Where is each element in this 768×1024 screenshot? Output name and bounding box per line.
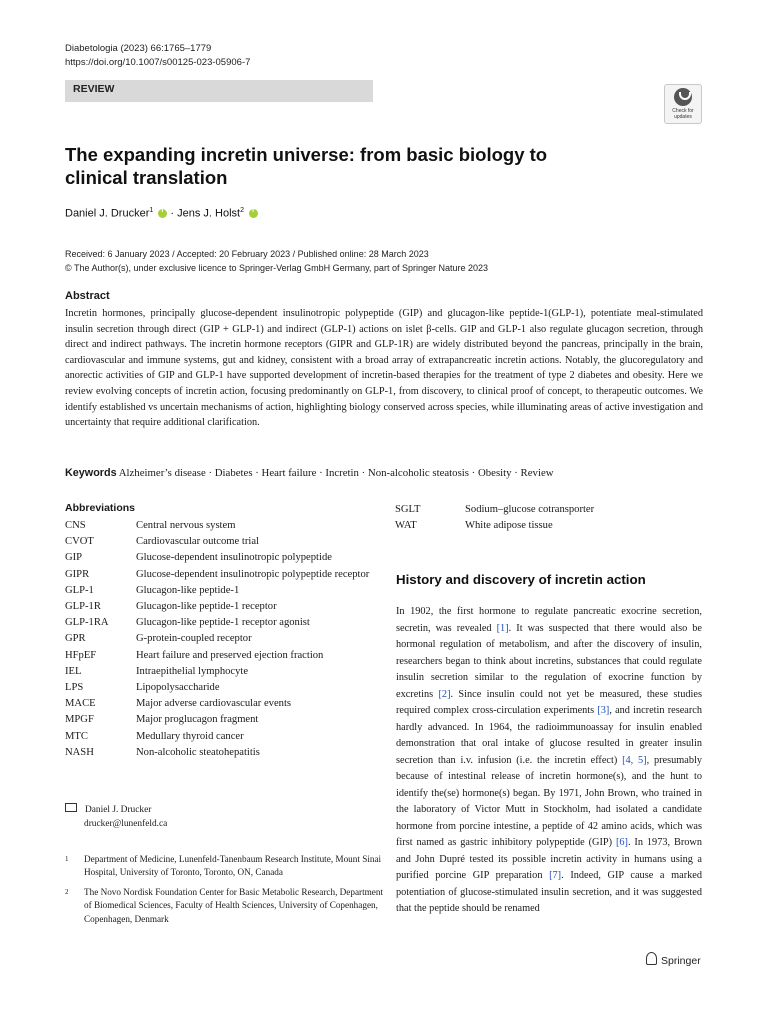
copyright-line: © The Author(s), under exclusive licence to Springer-Verlag GmbH Germany, part of Springer Nature 2023 — [65, 263, 488, 273]
abbreviation-definition: Lipopolysaccharide — [136, 682, 220, 694]
check-for-updates-badge[interactable] — [664, 84, 702, 124]
affiliation-text: Department of Medicine, Lunenfeld-Tanenbaum Research Institute, Mount Sinai Hospital, University of Toronto, Toronto, ON, Canada — [84, 854, 382, 878]
abbreviations-list-left — [65, 518, 380, 761]
text-run: . Since insulin could not yet be measured, these studies required complex cross-circulation experiments — [396, 688, 702, 716]
abbreviation-term: WAT — [395, 520, 417, 532]
author-name[interactable]: Daniel J. Drucker — [65, 207, 150, 220]
correspondence-email[interactable]: drucker@lunenfeld.ca — [84, 819, 168, 829]
abbreviation-term: CNS — [65, 520, 86, 531]
abbreviation-row — [65, 729, 380, 745]
article-type-label: REVIEW — [73, 83, 115, 95]
affiliation-number: 1 — [65, 855, 69, 863]
text-run: . Indeed, GIP cause a marked potentiation of glucose-stimulated insulin secretion, and it was suggested that the peptide should be renamed — [396, 870, 702, 914]
abbreviation-term: GLP-1 — [65, 584, 94, 596]
abbreviation-term: GLP-1RA — [65, 617, 109, 629]
abbreviation-row — [65, 664, 380, 680]
author-separator: · — [170, 207, 175, 220]
abbreviation-row — [65, 680, 380, 696]
correspondence-block — [65, 803, 167, 831]
text-run: . It was suspected that there would also be hormonal regulation of metabolism, and after the discovery of insulin, researchers began to think about incretins, substances that could regulate insulin secretion similar to the regulation of exocrine function by excretins — [396, 622, 702, 700]
text-run: , presumably because of intestinal release of incretin hormone(s), and the hunt to identify the(se) hormone(s) began. By 1971, John Brown, who trained in the laboratory of Victor Mutt in Stockholm, had isolated a candidate hormone from porcine intestine, a peptide of 42 amino acids, which was first named as gastric inhibitory polypeptide (GIP) — [396, 754, 702, 848]
publisher-logo — [646, 952, 701, 967]
abbreviation-definition: Non-alcoholic steatohepatitis — [136, 746, 260, 758]
citation-link[interactable]: [2] — [438, 688, 451, 700]
abbreviation-definition: Central nervous system — [136, 520, 236, 531]
abbreviation-row — [65, 534, 380, 550]
abbreviation-row — [65, 745, 380, 761]
abbreviation-row — [65, 712, 380, 728]
citation-link[interactable]: [6] — [615, 837, 628, 848]
abbreviation-term: HFpEF — [65, 649, 97, 661]
abbreviation-row — [65, 583, 380, 599]
abbreviation-row — [65, 631, 380, 647]
keywords-heading: Keywords — [65, 467, 117, 479]
abbreviation-definition: Intraepithelial lymphocyte — [136, 665, 249, 677]
author-affiliation-ref: 2 — [240, 207, 244, 214]
abbreviation-row — [395, 502, 710, 518]
abbreviation-row — [65, 696, 380, 712]
abbreviation-definition: Heart failure and preserved ejection fraction — [136, 649, 324, 661]
abbreviation-definition: Glucagon-like peptide-1 — [136, 584, 240, 596]
abbreviation-term: MPGF — [65, 714, 94, 726]
abbreviation-definition: Sodium–glucose cotransporter — [465, 504, 595, 515]
correspondence-name: Daniel J. Drucker — [85, 805, 152, 815]
abbreviations-heading: Abbreviations — [65, 502, 136, 514]
publisher-name: Springer — [661, 955, 701, 967]
affiliation-number: 2 — [65, 888, 69, 896]
publication-dates — [65, 247, 488, 275]
abstract-text: Incretin hormones, principally glucose-dependent insulinotropic polypeptide (GIP) and glucagon-like peptide-1(GLP-1), potentiate meal-stimulated insulin secretion through direct (GIP + GLP-1) and indirect (GLP-1) actions on islet β-cells. GIP and GLP-1 also regulate glucagon secretion, through direct and indirect pathways. The incretin hormone receptors (GIPR and GLP-1R) are widely distributed beyond the pancreas, principally in the brain, cardiovascular and immune systems, gut and kidney, consistent with a broad array of extrapancreatic incretin actions. Notably, the glucoregulatory and anorectic activities of GIP and GLP-1 have supported development of incretin-based therapies for the treatment of type 2 diabetes and obesity. Here we review evolving concepts of incretin action, focusing predominantly on GLP-1, from discovery, to clinical proof of concept, to therapeutic outcomes. We identify established vs uncertain mechanisms of action, highlighting biology conserved across species, while illuminating areas of active investigation and uncertainty that require additional clarification. — [65, 308, 703, 429]
abbreviation-definition: Glucagon-like peptide-1 receptor — [136, 601, 277, 613]
abbreviation-row — [395, 518, 710, 534]
affiliation-text: The Novo Nordisk Foundation Center for Basic Metabolic Research, Department of Biomedical Sciences, Faculty of Health Sciences, University of Copenhagen, Copenhagen, Denmark — [84, 887, 384, 924]
abbreviation-definition: G-protein-coupled receptor — [136, 633, 252, 645]
check-updates-icon — [674, 88, 692, 106]
abbreviation-term: CVOT — [65, 536, 94, 548]
abbreviation-row — [65, 648, 380, 664]
abbreviation-row — [65, 550, 380, 566]
envelope-icon — [65, 803, 77, 812]
abbreviation-term: SGLT — [395, 504, 421, 515]
journal-header — [65, 42, 250, 70]
abbreviation-definition: Cardiovascular outcome trial — [136, 536, 259, 548]
abbreviation-term: IEL — [65, 665, 82, 677]
abbreviation-row — [65, 567, 380, 583]
affiliation-1 — [65, 853, 385, 880]
abbreviation-row — [65, 599, 380, 615]
abbreviation-term: GPR — [65, 633, 86, 645]
abbreviation-definition: Major proglucagon fragment — [136, 714, 259, 726]
affiliation-2 — [65, 886, 385, 926]
text-run: In 1902, the first hormone to regulate pancreatic exocrine secretion, secretin, was revealed — [396, 606, 702, 634]
dates-line: Received: 6 January 2023 / Accepted: 20 February 2023 / Published online: 28 March 2023 — [65, 249, 429, 259]
citation-link[interactable]: [1] — [496, 622, 509, 634]
orcid-icon[interactable] — [249, 209, 258, 218]
citation-link[interactable]: [7] — [549, 870, 562, 881]
abbreviation-row — [65, 615, 380, 631]
doi-link[interactable]: https://doi.org/10.1007/s00125-023-05906-7 — [65, 57, 251, 68]
keywords-line — [65, 467, 705, 479]
article-title: The expanding incretin universe: from basic biology to clinical translation — [65, 144, 548, 188]
history-paragraph — [396, 604, 702, 918]
abbreviation-term: GLP-1R — [65, 601, 101, 613]
abbreviation-definition: White adipose tissue — [465, 520, 553, 532]
section-heading-history: History and discovery of incretin action — [396, 572, 646, 587]
citation-link[interactable]: [3] — [597, 705, 610, 716]
abbreviations-list-right — [395, 502, 710, 534]
keywords-list: Alzheimer’s disease · Diabetes · Heart failure · Incretin · Non-alcoholic steatosis · Obesity · Review — [118, 467, 554, 479]
abbreviation-definition: Major adverse cardiovascular events — [136, 698, 292, 710]
abbreviation-definition: Glucose-dependent insulinotropic polypeptide — [136, 552, 332, 564]
abbreviation-term: MACE — [65, 698, 96, 710]
abbreviation-definition: Medullary thyroid cancer — [136, 730, 244, 742]
author-list — [65, 207, 258, 220]
abbreviation-term: LPS — [65, 682, 84, 694]
abbreviation-term: MTC — [65, 730, 88, 742]
abbreviation-term: GIP — [65, 552, 83, 564]
abbreviation-definition: Glucagon-like peptide-1 receptor agonist — [136, 617, 310, 629]
orcid-icon[interactable] — [158, 209, 167, 218]
author-affiliation-ref: 1 — [149, 207, 154, 214]
text-run: . In 1973, Brown and John Dupré tested its possible incretin activity in humans using a purified porcine GIP preparation — [396, 837, 702, 881]
text-run: , and incretin research hardly advanced. In 1964, the radioimmunoassay for insulin enabled demonstration that oral intake of glucose resulted in greater insulin secretion than i.v. infusion (i.e. the incretin effect) — [396, 705, 702, 766]
abstract-heading: Abstract — [65, 290, 110, 302]
springer-horse-icon — [646, 952, 657, 965]
journal-citation: Diabetologia (2023) 66:1765–1779 — [65, 43, 212, 54]
abbreviation-row — [65, 518, 380, 534]
author-name[interactable]: Jens J. Holst — [177, 207, 241, 220]
check-updates-text: Check for updates — [672, 108, 694, 120]
abbreviation-definition: Glucose-dependent insulinotropic polypeptide receptor — [136, 568, 370, 580]
citation-link[interactable]: [4, 5] — [622, 754, 647, 766]
abbreviation-term: GIPR — [65, 568, 90, 580]
abbreviation-term: NASH — [65, 746, 94, 758]
